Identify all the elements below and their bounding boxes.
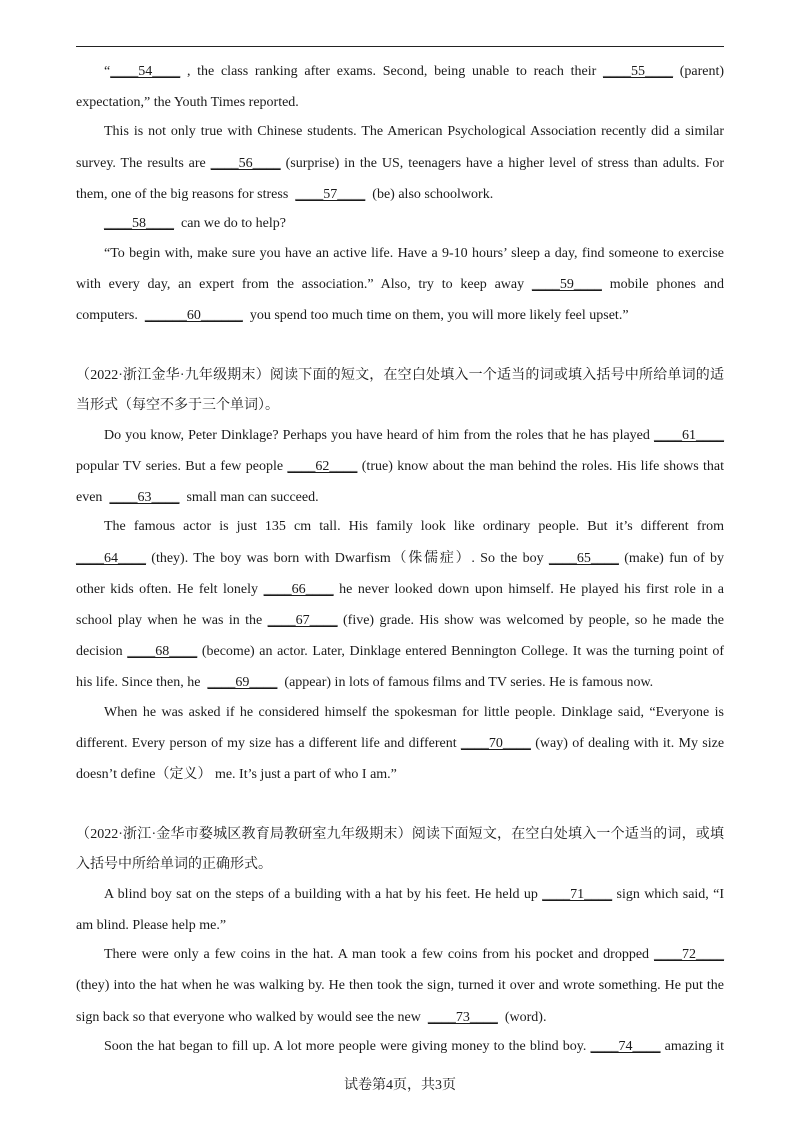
blank-64[interactable]: ____64____ bbox=[76, 551, 146, 566]
blank-71[interactable]: ____71____ bbox=[542, 887, 613, 902]
section-header: 当形式（每空不多于三个单词）。 bbox=[76, 398, 279, 413]
text-line: other kids often. He felt lonely ____66____ he never looked down upon himself. He played his first role in a bbox=[76, 580, 724, 600]
blank-56[interactable]: ____56____ bbox=[210, 156, 281, 171]
text-line: When he was asked if he considered himself the spokesman for little people. Dinklage said, “Everyone is bbox=[104, 705, 724, 720]
text-line: even ____63____ small man can succeed. bbox=[76, 488, 724, 508]
blank-55[interactable]: ____55____ bbox=[602, 64, 673, 79]
section-header: （2022·浙江·金华市婺城区教育局教研室九年级期末）阅读下面短文，在空白处填入一个适当的词，或填 bbox=[76, 827, 724, 842]
text-line: different. Every person of my size has a different life and different ____70____ (way) of dealing with it. My size bbox=[76, 734, 724, 754]
text-line: A blind boy sat on the steps of a building with a hat by his feet. He held up ____71____ sign which said, “I bbox=[104, 885, 724, 905]
blank-69[interactable]: ____69____ bbox=[207, 675, 278, 690]
text-line: ____64____ (they). The boy was born with Dwarfism（侏儒症）. So the boy ____65____ (make) fun of by bbox=[76, 549, 724, 569]
text-line: (they) into the hat when he was walking by. He then took the sign, turned it over and wrote something. He put the bbox=[76, 978, 724, 993]
text-line: expectation,” the Youth Times reported. bbox=[76, 95, 299, 110]
text-line: decision ____68____ (become) an actor. Later, Dinklage entered Bennington College. It was the turning point of bbox=[76, 642, 724, 662]
text-line: This is not only true with Chinese students. The American Psychological Association recently did a similar bbox=[104, 124, 724, 139]
blank-67[interactable]: ____67____ bbox=[267, 613, 338, 628]
blank-66[interactable]: ____66____ bbox=[263, 582, 334, 597]
text-line: Soon the hat began to fill up. A lot more people were giving money to the blind boy. ____74____ amazing it bbox=[104, 1037, 724, 1057]
text-line: his life. Since then, he ____69____ (appear) in lots of famous films and TV series. He is famous now. bbox=[76, 673, 724, 693]
text-line: Do you know, Peter Dinklage? Perhaps you have heard of him from the roles that he has played ____61____ bbox=[104, 426, 724, 446]
text-line: them, one of the big reasons for stress ____57____ (be) also schoolwork. bbox=[76, 185, 724, 205]
text-line: popular TV series. But a few people ____62____ (true) know about the man behind the roles. His life shows that bbox=[76, 457, 724, 477]
text-line: with every day, an expert from the association.” Also, try to keep away ____59____ mobile phones and bbox=[76, 275, 724, 295]
blank-59[interactable]: ____59____ bbox=[531, 277, 602, 292]
blank-68[interactable]: ____68____ bbox=[127, 644, 198, 659]
blank-60[interactable]: ______60______ bbox=[144, 308, 243, 323]
blank-73[interactable]: ____73____ bbox=[427, 1010, 498, 1025]
text-line: The famous actor is just 135 cm tall. His family look like ordinary people. But it’s different from bbox=[104, 519, 724, 534]
page-footer: 试卷第4页，共3页 bbox=[344, 1078, 456, 1093]
blank-58[interactable]: ____58____ bbox=[104, 216, 174, 231]
blank-63[interactable]: ____63____ bbox=[109, 490, 180, 505]
blank-72[interactable]: ____72____ bbox=[654, 947, 724, 962]
text-line: “____54____ , the class ranking after exams. Second, being unable to reach their ____55____ (parent) bbox=[104, 62, 724, 82]
section-header: （2022·浙江金华·九年级期末）阅读下面的短文，在空白处填入一个适当的词或填入括号中所给单词的适 bbox=[76, 368, 724, 383]
text-line: sign back so that everyone who walked by would see the new ____73____ (word). bbox=[76, 1008, 724, 1028]
blank-62[interactable]: ____62____ bbox=[287, 459, 358, 474]
text-line: ____58____ can we do to help? bbox=[104, 214, 724, 234]
text-line: doesn’t define（定义） me. It’s just a part of who I am.” bbox=[76, 767, 397, 782]
text-line: survey. The results are ____56____ (surprise) in the US, teenagers have a higher level of stress than adults. For bbox=[76, 154, 724, 174]
blank-61[interactable]: ____61____ bbox=[654, 428, 725, 443]
text-line: computers. ______60______ you spend too much time on them, you will more likely feel upset.” bbox=[76, 306, 724, 326]
text-line: am blind. Please help me.” bbox=[76, 918, 227, 933]
blank-54[interactable]: ____54____ bbox=[110, 64, 181, 79]
section-header: 入括号中所给单词的正确形式。 bbox=[76, 857, 272, 872]
top-rule bbox=[76, 46, 724, 47]
text-line: There were only a few coins in the hat. A man took a few coins from his pocket and dropped ____72____ bbox=[104, 945, 724, 965]
blank-57[interactable]: ____57____ bbox=[295, 187, 366, 202]
text-line: “To begin with, make sure you have an active life. Have a 9-10 hours’ sleep a day, find someone to exercise bbox=[104, 246, 724, 261]
text-line: school play when he was in the ____67____ (five) grade. His show was welcomed by people, so he made the bbox=[76, 611, 724, 631]
blank-74[interactable]: ____74____ bbox=[590, 1039, 661, 1054]
blank-70[interactable]: ____70____ bbox=[460, 736, 531, 751]
blank-65[interactable]: ____65____ bbox=[548, 551, 619, 566]
